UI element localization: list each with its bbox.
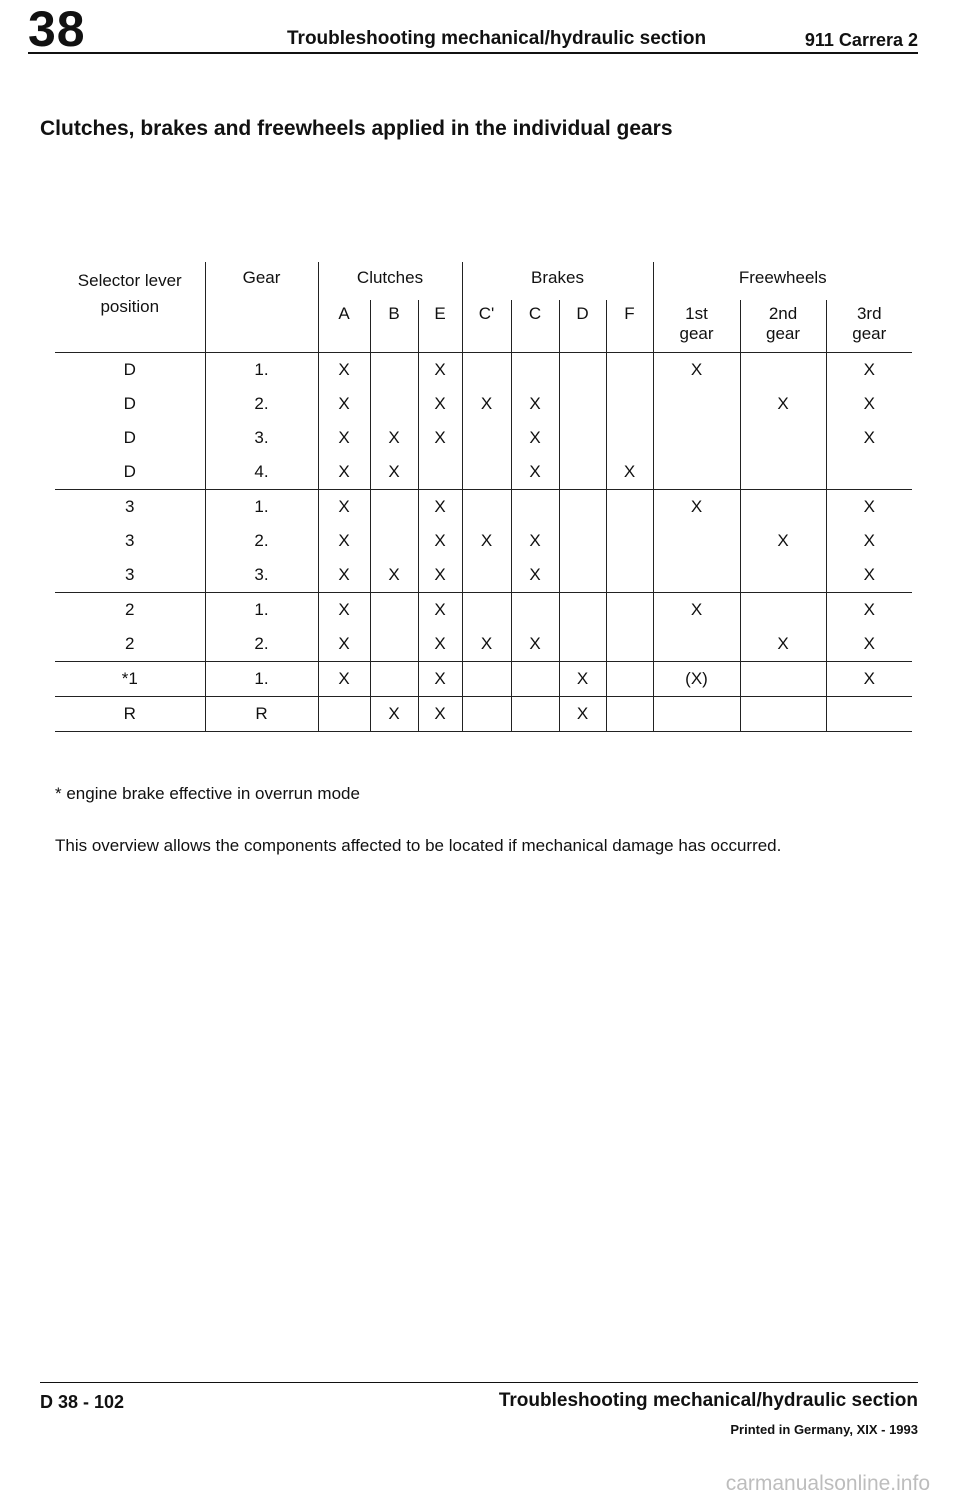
header-title: Troubleshooting mechanical/hydraulic section <box>287 28 707 49</box>
table-cell <box>653 455 740 490</box>
table-cell <box>653 387 740 421</box>
table-cell: X <box>826 593 912 628</box>
header-brake-c: C <box>511 300 559 353</box>
table-cell <box>370 627 418 662</box>
table-cell <box>462 662 511 697</box>
header-freewheels: Freewheels <box>653 262 912 300</box>
table-cell <box>511 353 559 388</box>
table-cell: X <box>826 353 912 388</box>
table-cell: D <box>123 394 136 413</box>
table-cell: 3 <box>125 497 135 516</box>
table-cell <box>462 455 511 490</box>
table-cell: X <box>418 697 462 732</box>
table-cell <box>370 353 418 388</box>
table-cell <box>462 353 511 388</box>
table-row <box>55 524 912 558</box>
table-cell <box>606 353 653 388</box>
table-cell <box>559 455 606 490</box>
table-cell <box>559 558 606 593</box>
table-cell <box>606 593 653 628</box>
table-cell <box>740 490 826 525</box>
table-cell: X <box>418 421 462 455</box>
table-cell: D <box>123 360 136 379</box>
table-cell <box>740 593 826 628</box>
table-cell: X <box>740 627 826 662</box>
summary-text: This overview allows the components affected to be located if mechanical damage has occurred. <box>55 836 782 855</box>
table-row <box>55 490 912 525</box>
table-cell: X <box>826 662 912 697</box>
table-row <box>55 593 912 628</box>
table-cell: X <box>318 353 370 388</box>
table-cell: R <box>205 697 318 732</box>
header-brake-c-prime: C' <box>462 300 511 353</box>
table-cell: X <box>418 593 462 628</box>
table-cell <box>606 524 653 558</box>
table-row <box>55 421 912 455</box>
table-cell: X <box>653 353 740 388</box>
header-freewheel-1st: 1st gear <box>653 300 740 353</box>
table-cell <box>370 387 418 421</box>
header-divider <box>28 52 918 54</box>
footnote: * engine brake effective in overrun mode <box>55 784 360 803</box>
table-cell: X <box>370 697 418 732</box>
table-cell: X <box>511 455 559 490</box>
table-cell: X <box>318 662 370 697</box>
header-gear: Gear <box>205 262 318 353</box>
table-cell: 2 <box>125 600 135 619</box>
table-row <box>55 697 912 732</box>
table-cell <box>606 490 653 525</box>
table-cell <box>462 697 511 732</box>
table-cell: X <box>370 455 418 490</box>
table-cell: X <box>462 627 511 662</box>
table-cell: X <box>370 558 418 593</box>
table-cell: D <box>123 428 136 447</box>
table-cell <box>740 455 826 490</box>
page-title: Clutches, brakes and freewheels applied in the individual gears <box>40 117 673 140</box>
table-cell: X <box>318 558 370 593</box>
table-cell <box>606 558 653 593</box>
table-cell <box>462 421 511 455</box>
header-brakes: Brakes <box>462 262 653 300</box>
table-cell: X <box>826 558 912 593</box>
header-clutch-e: E <box>418 300 462 353</box>
table-cell: X <box>511 558 559 593</box>
table-cell: 2. <box>205 524 318 558</box>
table-cell: X <box>740 387 826 421</box>
table-cell: 2. <box>205 627 318 662</box>
table-cell <box>653 421 740 455</box>
watermark: carmanualsonline.info <box>725 1472 930 1495</box>
table-cell: 1. <box>205 353 318 388</box>
table-cell: 2 <box>55 627 205 662</box>
header-model: 911 Carrera 2 <box>804 30 918 50</box>
header-selector-position: Selector lever position <box>77 271 182 316</box>
table-cell <box>740 697 826 732</box>
table-cell: 3 <box>55 558 205 593</box>
table-cell <box>559 490 606 525</box>
table-cell <box>559 421 606 455</box>
table-cell: X <box>511 524 559 558</box>
table-cell: X <box>826 627 912 662</box>
table-cell: X <box>418 558 462 593</box>
table-cell: 1. <box>205 593 318 628</box>
table-cell: X <box>606 455 653 490</box>
table-cell: X <box>318 627 370 662</box>
table-cell <box>653 697 740 732</box>
print-info: Printed in Germany, XIX - 1993 <box>730 1422 918 1437</box>
table-cell <box>606 697 653 732</box>
table-cell: X <box>826 490 912 525</box>
table-cell <box>318 697 370 732</box>
table-cell: X <box>462 387 511 421</box>
table-cell: X <box>462 524 511 558</box>
table-cell <box>606 387 653 421</box>
table-row <box>55 662 912 697</box>
table-cell: X <box>826 421 912 455</box>
table-cell: X <box>511 421 559 455</box>
table-row <box>55 627 912 662</box>
table-cell: 3. <box>205 421 318 455</box>
table-cell: (X) <box>653 662 740 697</box>
table-cell: 3 <box>125 531 135 550</box>
table-cell <box>653 524 740 558</box>
table-cell: X <box>511 387 559 421</box>
header-freewheel-3rd: 3rd gear <box>826 300 912 353</box>
table-cell <box>370 490 418 525</box>
table-cell <box>559 593 606 628</box>
table-cell: 4. <box>205 455 318 490</box>
table-cell: 1. <box>205 662 318 697</box>
table-cell: *1 <box>55 662 205 697</box>
table-cell: X <box>826 387 912 421</box>
table-cell <box>740 662 826 697</box>
table-cell: X <box>740 524 826 558</box>
table-cell: X <box>318 524 370 558</box>
table-cell <box>606 421 653 455</box>
table-cell: D <box>55 455 205 490</box>
table-row <box>55 558 912 593</box>
table-cell <box>462 558 511 593</box>
table-cell <box>559 627 606 662</box>
table-cell <box>606 662 653 697</box>
table-cell <box>826 697 912 732</box>
table-cell <box>511 697 559 732</box>
table-cell: X <box>318 593 370 628</box>
table-cell: X <box>826 524 912 558</box>
table-cell: R <box>55 697 205 732</box>
table-cell <box>740 353 826 388</box>
table-cell: X <box>418 524 462 558</box>
table-row <box>55 387 912 421</box>
table-cell: X <box>318 490 370 525</box>
table-cell: 2. <box>205 387 318 421</box>
table-cell <box>826 455 912 490</box>
table-cell: X <box>418 387 462 421</box>
table-cell: X <box>418 490 462 525</box>
chapter-number: 38 <box>28 1 86 57</box>
table-cell <box>370 662 418 697</box>
table-cell <box>511 490 559 525</box>
table-cell: X <box>370 421 418 455</box>
page-id: D 38 - 102 <box>40 1392 125 1412</box>
table-cell <box>559 524 606 558</box>
table-cell <box>559 387 606 421</box>
footer-section-title: Troubleshooting mechanical/hydraulic section <box>498 1390 918 1411</box>
table-cell: X <box>318 421 370 455</box>
table-cell: X <box>653 490 740 525</box>
header-brake-f: F <box>606 300 653 353</box>
footer-divider <box>40 1382 918 1383</box>
table-cell <box>653 558 740 593</box>
gear-application-table <box>55 262 912 732</box>
table-cell: X <box>318 387 370 421</box>
header-brake-d: D <box>559 300 606 353</box>
table-cell: X <box>559 697 606 732</box>
table-cell: X <box>318 455 370 490</box>
table-cell <box>462 593 511 628</box>
table-cell: X <box>559 662 606 697</box>
table-cell <box>559 353 606 388</box>
table-row <box>55 455 912 490</box>
table-cell <box>740 421 826 455</box>
table-cell <box>418 455 462 490</box>
header-clutch-b: B <box>370 300 418 353</box>
table-cell <box>511 593 559 628</box>
table-cell: X <box>418 662 462 697</box>
table-cell: 3. <box>205 558 318 593</box>
table-row <box>55 353 912 388</box>
table-cell <box>653 627 740 662</box>
table-cell: X <box>418 627 462 662</box>
table-cell <box>370 524 418 558</box>
table-cell <box>462 490 511 525</box>
table-cell <box>740 558 826 593</box>
header-clutches: Clutches <box>318 262 462 300</box>
table-cell: X <box>511 627 559 662</box>
table-cell <box>511 662 559 697</box>
table-cell: X <box>418 353 462 388</box>
table-cell <box>606 627 653 662</box>
header-freewheel-2nd: 2nd gear <box>740 300 826 353</box>
table-cell: 1. <box>205 490 318 525</box>
header-clutch-a: A <box>318 300 370 353</box>
table-cell <box>370 593 418 628</box>
table-cell: X <box>653 593 740 628</box>
